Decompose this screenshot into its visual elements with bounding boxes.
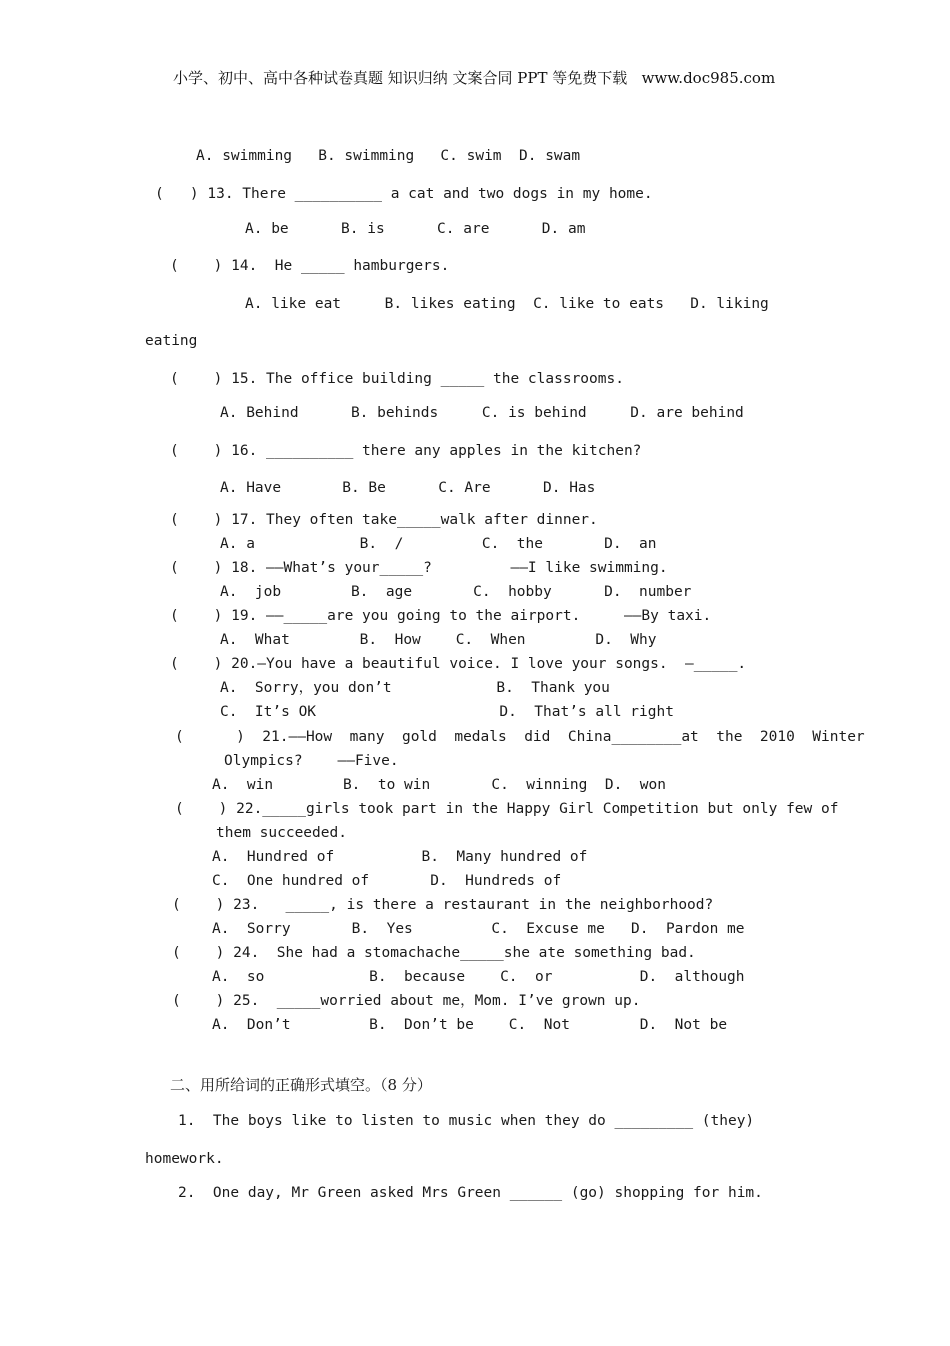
q12-options: A. swimming B. swimming C. swim D. swam bbox=[196, 148, 581, 164]
q24-options: A. so B. because C. or D. although bbox=[212, 969, 745, 985]
q22-options-row1: A. Hundred of B. Many hundred of bbox=[212, 849, 588, 865]
q16-stem: ( ) 16. __________ there any apples in the kitchen? bbox=[170, 443, 642, 459]
q25-stem: ( ) 25. _____worried about me，Mom. I’ve grown up. bbox=[172, 993, 641, 1009]
q20-options-row2: C. It’s OK D. That’s all right bbox=[220, 704, 674, 720]
page-header: 小学、初中、高中各种试卷真题 知识归纳 文案合同 PPT 等免费下载 www.doc985.com bbox=[173, 69, 776, 87]
q22-options-row2: C. One hundred of D. Hundreds of bbox=[212, 873, 562, 889]
fill-item-1: 1. The boys like to listen to music when they do _________ (they) bbox=[178, 1113, 755, 1129]
q14-options-continued: eating bbox=[145, 333, 198, 349]
q17-options: A. a B. / C. the D. an bbox=[220, 536, 657, 552]
q23-options: A. Sorry B. Yes C. Excuse me D. Pardon me bbox=[212, 921, 745, 937]
q22-stem-continued: them succeeded. bbox=[216, 825, 347, 841]
q13-options: A. be B. is C. are D. am bbox=[245, 221, 586, 237]
q18-options: A. job B. age C. hobby D. number bbox=[220, 584, 692, 600]
fill-item-1-continued: homework. bbox=[145, 1151, 224, 1167]
q18-stem: ( ) 18. ——What’s your_____? ——I like swimming. bbox=[170, 560, 668, 576]
q21-stem-continued: Olympics? ——Five. bbox=[224, 753, 399, 769]
q19-options: A. What B. How C. When D. Why bbox=[220, 632, 657, 648]
q22-stem: ( ) 22._____girls took part in the Happy Girl Competition but only few of bbox=[175, 801, 839, 817]
q21-stem: ( ) 21.——How many gold medals did China________at the 2010 Winter bbox=[175, 729, 865, 745]
q17-stem: ( ) 17. They often take_____walk after dinner. bbox=[170, 512, 598, 528]
q23-stem: ( ) 23. _____, is there a restaurant in the neighborhood? bbox=[172, 897, 714, 913]
fill-item-2: 2. One day, Mr Green asked Mrs Green ______ (go) shopping for him. bbox=[178, 1185, 763, 1201]
q24-stem: ( ) 24. She had a stomachache_____she ate something bad. bbox=[172, 945, 696, 961]
q15-options: A. Behind B. behinds C. is behind D. are behind bbox=[220, 405, 744, 421]
q13-stem: ( ) 13. There __________ a cat and two dogs in my home. bbox=[155, 186, 653, 202]
q20-stem: ( ) 20.—You have a beautiful voice. I love your songs. —_____. bbox=[170, 656, 747, 672]
q14-stem: ( ) 14. He _____ hamburgers. bbox=[170, 258, 450, 274]
q16-options: A. Have B. Be C. Are D. Has bbox=[220, 480, 596, 496]
q19-stem: ( ) 19. ——_____are you going to the airport. ——By taxi. bbox=[170, 608, 712, 624]
section-two-heading: 二、用所给词的正确形式填空。（8 分） bbox=[170, 1076, 432, 1094]
q14-options: A. like eat B. likes eating C. like to eats D. liking bbox=[245, 296, 769, 312]
q15-stem: ( ) 15. The office building _____ the classrooms. bbox=[170, 371, 624, 387]
q21-options: A. win B. to win C. winning D. won bbox=[212, 777, 666, 793]
q25-options: A. Don’t B. Don’t be C. Not D. Not be bbox=[212, 1017, 728, 1033]
q20-options-row1: A. Sorry，you don’t B. Thank you bbox=[220, 680, 610, 696]
